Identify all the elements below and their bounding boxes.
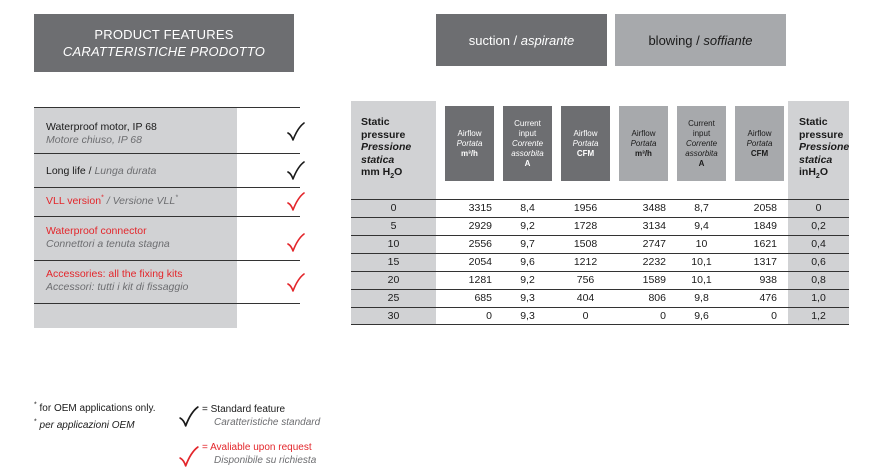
asterisk-mark: * — [175, 194, 178, 202]
table-cell: 3134 — [642, 220, 666, 232]
feature-label-it: Versione VLL — [112, 195, 176, 207]
blowing-header — [615, 14, 786, 66]
blowing-airflow-m3h-header — [619, 106, 668, 181]
header-line-it: assorbita — [685, 148, 718, 158]
feature-text — [46, 165, 246, 178]
check-icon — [286, 122, 306, 142]
feature-row — [34, 154, 300, 188]
header-line: Airflow — [747, 128, 772, 138]
suction-airflow-m3h-header — [445, 106, 494, 181]
header-line-it: Portata — [456, 138, 483, 148]
header-line-it: statica — [799, 153, 833, 166]
feature-text — [46, 195, 246, 208]
check-icon-red — [286, 192, 306, 212]
table-cell: 9,2 — [520, 274, 535, 286]
header-line: Current — [688, 118, 715, 128]
product-features-header — [34, 14, 294, 72]
unit-subscript: 2 — [390, 173, 395, 181]
table-cell: 10 — [695, 238, 708, 250]
feature-text — [46, 225, 246, 251]
table-cell: 0 — [815, 202, 822, 214]
check-icon — [178, 406, 200, 428]
table-cell: 1849 — [753, 220, 777, 232]
suction-current-header — [503, 106, 552, 181]
table-cell: 1621 — [753, 238, 777, 250]
table-cell: 9,4 — [694, 220, 709, 232]
asterisk-mark: * — [34, 418, 37, 426]
table-cell: 0,2 — [811, 220, 826, 232]
on-request-it: Disponibile su richiesta — [214, 455, 317, 466]
table-cell: 1212 — [573, 256, 598, 268]
table-cell: 9,8 — [694, 292, 709, 304]
header-line: Airflow — [457, 128, 482, 138]
table-cell: 685 — [474, 292, 492, 304]
product-features-title-it: CARATTERISTICHE PRODOTTO — [62, 44, 266, 59]
table-cell: 0 — [390, 202, 397, 214]
table-row — [351, 253, 849, 271]
feature-label-en: Waterproof motor, IP 68 — [46, 121, 157, 133]
table-cell: 25 — [387, 292, 400, 304]
asterisk-mark: * — [34, 401, 37, 409]
table-cell: 10,1 — [691, 274, 712, 286]
header-line: Static — [361, 116, 390, 128]
feature-separator: / — [103, 195, 113, 207]
table-cell: 1956 — [573, 202, 598, 214]
header-line: Airflow — [573, 128, 598, 138]
table-cell: 756 — [576, 274, 595, 286]
suction-label: suction / — [468, 32, 518, 48]
feature-row — [34, 261, 300, 304]
suction-airflow-cfm-header — [561, 106, 610, 181]
table-cell: 0 — [582, 310, 589, 322]
table-cell: 2556 — [468, 238, 492, 250]
header-line-it: Pressione — [799, 141, 850, 153]
table-row — [351, 217, 849, 235]
product-features-title: PRODUCT FEATURES — [94, 27, 234, 42]
suction-label-it: aspirante — [520, 32, 575, 48]
table-cell: 2058 — [753, 202, 777, 214]
table-cell: 1317 — [753, 256, 777, 268]
check-icon — [286, 161, 306, 181]
unit-label: inH — [799, 166, 816, 178]
oem-note — [34, 402, 156, 415]
table-row — [351, 235, 849, 253]
table-cell: 1508 — [573, 238, 598, 250]
table-cell: 0,8 — [811, 274, 826, 286]
table-cell: 0,6 — [811, 256, 826, 268]
table-cell: 0 — [486, 310, 492, 322]
check-icon-red — [178, 446, 200, 468]
standard-feature-en: = Standard feature — [202, 404, 286, 415]
feature-label-en: VLL version — [46, 195, 102, 207]
table-cell: 10,1 — [691, 256, 712, 268]
table-cell: 1,2 — [811, 310, 826, 322]
table-cell: 0 — [660, 310, 666, 322]
feature-label-it: Connettori a tenuta stagna — [46, 238, 170, 250]
table-cell: 476 — [759, 292, 777, 304]
check-icon-red — [286, 273, 306, 293]
table-cell: 9,7 — [520, 238, 535, 250]
table-cell: 9,3 — [520, 310, 535, 322]
table-cell: 15 — [387, 256, 400, 268]
unit-label: O — [394, 166, 403, 178]
table-cell: 20 — [387, 274, 400, 286]
header-line: input — [692, 128, 711, 138]
unit-label: O — [819, 166, 828, 178]
feature-label-en: Accessories: all the fixing kits — [46, 268, 183, 280]
oem-note-it-line — [34, 419, 135, 432]
feature-label-en: Waterproof connector — [46, 225, 147, 237]
header-line: input — [518, 128, 537, 138]
table-row — [351, 307, 849, 325]
table-cell: 2232 — [642, 256, 666, 268]
oem-note-it: per applicazioni OEM — [36, 420, 135, 431]
blowing-airflow-cfm-header — [735, 106, 784, 181]
unit-label: A — [698, 158, 705, 168]
header-line-it: Portata — [572, 138, 599, 148]
header-line: Static — [799, 116, 828, 128]
table-cell: 30 — [387, 310, 400, 322]
table-cell: 10 — [387, 238, 400, 250]
unit-label: m³/h — [461, 148, 478, 158]
feature-row — [34, 217, 300, 261]
static-pressure-inh2o-header — [799, 116, 849, 184]
header-line: pressure — [799, 128, 844, 141]
header-line-it: Corrente — [511, 138, 544, 148]
table-cell: 2747 — [642, 238, 666, 250]
feature-label-it: Motore chiuso, IP 68 — [46, 134, 142, 146]
table-cell: 1,0 — [811, 292, 826, 304]
standard-feature-it: Caratteristiche standard — [214, 417, 321, 428]
header-line-it: Portata — [630, 138, 657, 148]
header-line: pressure — [361, 128, 406, 141]
blowing-current-header — [677, 106, 726, 181]
feature-text — [46, 268, 246, 294]
asterisk-mark: * — [101, 194, 104, 202]
table-cell: 5 — [390, 220, 397, 232]
table-cell: 1728 — [573, 220, 598, 232]
header-line: Airflow — [631, 128, 656, 138]
on-request-legend — [202, 441, 316, 467]
table-cell: 8,4 — [520, 202, 535, 214]
oem-note-en: for OEM applications only. — [36, 403, 156, 414]
table-row — [351, 289, 849, 307]
unit-label: m³/h — [635, 148, 652, 158]
table-cell: 0,4 — [811, 238, 826, 250]
suction-header — [436, 14, 607, 66]
header-line-it: Pressione — [361, 141, 412, 153]
table-cell: 9,6 — [694, 310, 709, 322]
feature-separator: / — [85, 165, 95, 177]
table-cell: 8,7 — [694, 202, 709, 214]
unit-label: CFM — [576, 148, 595, 158]
table-cell: 1589 — [642, 274, 666, 286]
table-cell: 2929 — [468, 220, 492, 232]
table-row — [351, 271, 849, 289]
header-line-it: Portata — [746, 138, 773, 148]
table-cell: 1281 — [468, 274, 492, 286]
table-cell: 404 — [576, 292, 595, 304]
table-cell: 2054 — [468, 256, 492, 268]
feature-label-it: Accessori: tutti i kit di fissaggio — [46, 281, 189, 293]
feature-label-it: Lunga durata — [94, 165, 157, 177]
table-cell: 938 — [759, 274, 777, 286]
on-request-en: = Avaliable upon request — [202, 442, 312, 453]
check-icon-red — [286, 233, 306, 253]
table-row — [351, 199, 849, 217]
header-line-it: assorbita — [511, 148, 544, 158]
table-cell: 3488 — [642, 202, 666, 214]
table-cell: 0 — [771, 310, 777, 322]
header-line: Current — [514, 118, 541, 128]
header-line-it: statica — [361, 153, 395, 166]
feature-row — [34, 107, 300, 154]
unit-label: mm H — [361, 166, 391, 178]
blowing-label: blowing / — [648, 32, 700, 48]
feature-text — [46, 121, 246, 147]
table-cell: 3315 — [468, 202, 492, 214]
feature-row — [34, 188, 300, 217]
unit-label: CFM — [750, 148, 769, 158]
feature-label-en: Long life — [46, 165, 86, 177]
unit-label: A — [524, 158, 531, 168]
table-cell: 9,6 — [520, 256, 535, 268]
static-pressure-mmh2o-header — [361, 116, 411, 184]
unit-subscript: 2 — [815, 173, 820, 181]
table-cell: 806 — [648, 292, 666, 304]
blowing-label-it: soffiante — [703, 32, 753, 48]
standard-feature-legend — [202, 403, 320, 429]
table-cell: 9,3 — [520, 292, 535, 304]
table-cell: 9,2 — [520, 220, 535, 232]
header-line-it: Corrente — [685, 138, 718, 148]
